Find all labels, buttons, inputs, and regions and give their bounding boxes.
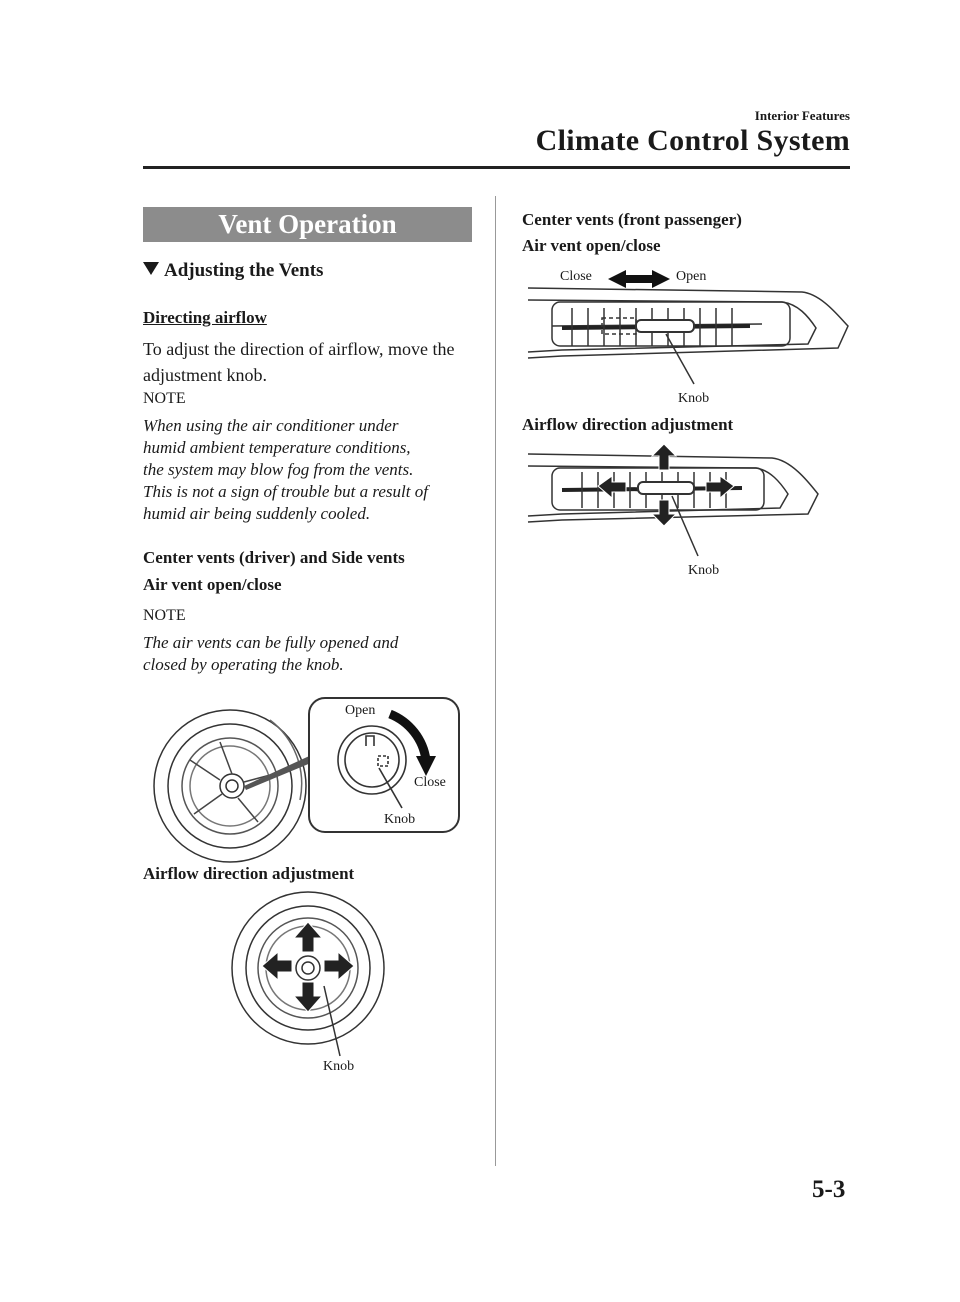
note-text [143, 632, 398, 676]
air-vent-open-close-heading: Air vent open/close [143, 575, 282, 594]
fig3-knob-label: Knob [678, 391, 710, 406]
note-label: NOTE [143, 390, 186, 407]
header-rule [143, 166, 850, 169]
airflow-direction-heading: Airflow direction adjustment [143, 864, 355, 883]
subsection-heading [143, 260, 323, 282]
fig1-close-label: Close [414, 775, 446, 790]
directing-airflow-heading: Directing airflow [143, 308, 267, 327]
passenger-vent-airflow-figure [522, 444, 852, 584]
fig1-open-label: Open [345, 703, 376, 718]
fig1-knob-label: Knob [384, 812, 416, 827]
round-vent-airflow-figure [228, 888, 388, 1078]
note-line: humid ambient temperature conditions, [143, 438, 411, 457]
passenger-vents-heading: Center vents (front passenger) [522, 210, 742, 229]
round-vent-open-close-figure [150, 690, 470, 870]
body-line: To adjust the direction of airflow, move the [143, 339, 455, 359]
fig3-open-label: Open [676, 269, 707, 284]
column-divider [495, 196, 496, 1166]
body-line: adjustment knob. [143, 365, 267, 385]
chapter-title: Climate Control System [535, 124, 850, 157]
note-line: closed by operating the knob. [143, 655, 344, 674]
section-banner: Vent Operation [143, 207, 472, 242]
page-number: 5-3 [812, 1176, 846, 1203]
note-line: The air vents can be fully opened and [143, 633, 399, 652]
fig2-knob-label: Knob [323, 1059, 355, 1074]
note-text [143, 415, 428, 525]
note-line: humid air being suddenly cooled. [143, 504, 371, 523]
note-line: This is not a sign of trouble but a result of [143, 482, 428, 501]
airflow-direction-heading-right: Airflow direction adjustment [522, 415, 734, 434]
fig4-knob-label: Knob [688, 563, 720, 578]
note-label: NOTE [143, 607, 186, 624]
note-line: When using the air conditioner under [143, 416, 399, 435]
directing-body [143, 336, 454, 388]
subsection-heading-text: Adjusting the Vents [164, 260, 324, 281]
center-side-vents-heading: Center vents (driver) and Side vents [143, 548, 405, 567]
air-vent-open-close-heading-right: Air vent open/close [522, 236, 661, 255]
triangle-bullet-icon [143, 262, 159, 275]
section-title: Interior Features [754, 108, 850, 123]
fig3-close-label: Close [560, 269, 592, 284]
passenger-vent-open-close-figure [522, 262, 852, 407]
note-line: the system may blow fog from the vents. [143, 460, 414, 479]
